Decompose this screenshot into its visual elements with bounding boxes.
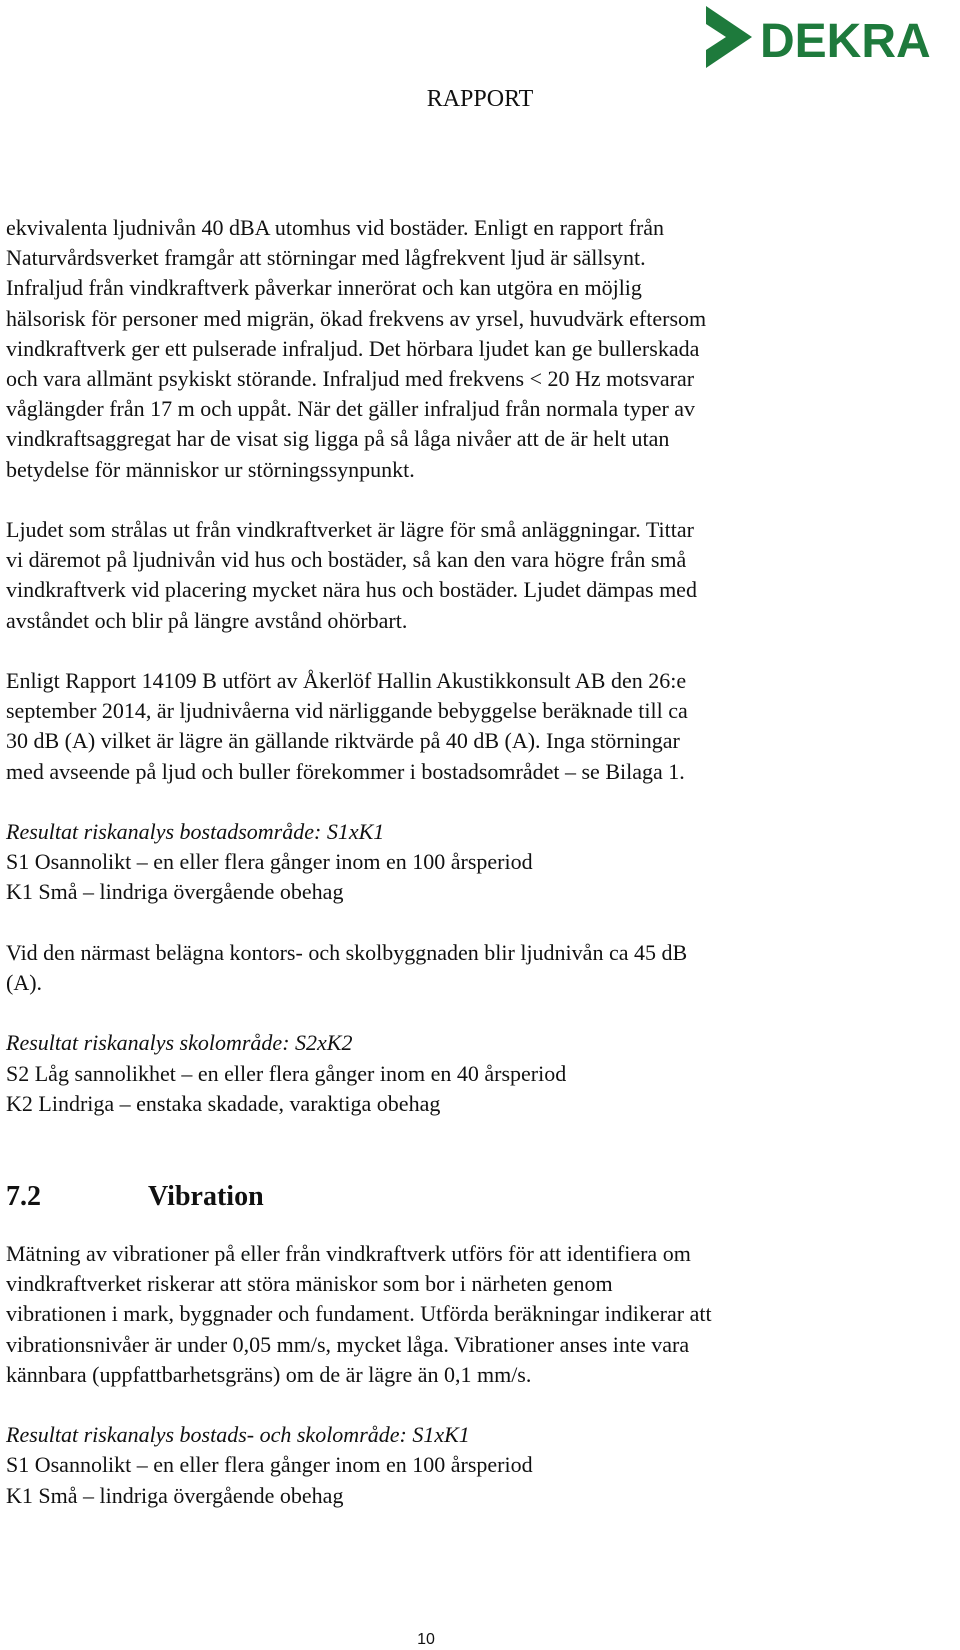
risk-analysis-residential bbox=[6, 817, 946, 908]
risk-consequence: K1 Små – lindriga övergående obehag bbox=[6, 1482, 344, 1508]
text-line: vindkraftverket riskerar att störa mäniskor som bor i närheten genom bbox=[6, 1271, 613, 1297]
text-line: vibrationsnivåer är under 0,05 mm/s, mycket låga. Vibrationer anses inte vara bbox=[6, 1331, 690, 1357]
text-line: Vid den närmast belägna kontors- och skolbyggnaden blir ljudnivån ca 45 dB bbox=[6, 939, 688, 965]
risk-title: Resultat riskanalys bostads- och skolområde: S1xK1 bbox=[6, 1422, 470, 1448]
text-line: Enligt Rapport 14109 B utfört av Åkerlöf Hallin Akustikkonsult AB den 26:e bbox=[6, 668, 687, 694]
text-line: kännbara (uppfattbarhetsgräns) om de är lägre än 0,1 mm/s. bbox=[6, 1361, 532, 1387]
section-title: Vibration bbox=[148, 1181, 264, 1213]
text-line: ekvivalenta ljudnivån 40 dBA utomhus vid bostäder. Enligt en rapport från bbox=[6, 215, 665, 240]
dekra-logo bbox=[706, 4, 956, 72]
risk-consequence: K1 Små – lindriga övergående obehag bbox=[6, 879, 344, 905]
text-line: Naturvårdsverket framgår att störningar med lågfrekvent ljud är sällsynt. bbox=[6, 245, 646, 271]
text-line: 30 dB (A) vilket är lägre än gällande riktvärde på 40 dB (A). Inga störningar bbox=[6, 728, 680, 754]
paragraph-office-school bbox=[6, 938, 946, 998]
section-number: 7.2 bbox=[6, 1181, 41, 1213]
paragraph-small-plants bbox=[6, 515, 946, 636]
text-line: vindkraftsaggregat har de visat sig ligga på så låga nivåer att de är helt utan bbox=[6, 426, 670, 452]
risk-probability: S1 Osannolikt – en eller flera gånger inom en 100 årsperiod bbox=[6, 849, 533, 875]
text-line: med avseende på ljud och buller förekommer i bostadsområdet – se Bilaga 1. bbox=[6, 758, 685, 784]
dekra-logo-text: DEKRA bbox=[760, 15, 931, 68]
text-line: hälsorisk för personer med migrän, ökad frekvens av yrsel, huvudvärk eftersom bbox=[6, 305, 707, 331]
text-line: vibrationen i mark, byggnader och fundament. Utförda beräkningar indikerar att bbox=[6, 1301, 712, 1327]
risk-probability: S1 Osannolikt – en eller flera gånger inom en 100 årsperiod bbox=[6, 1452, 533, 1478]
risk-analysis-vibration bbox=[6, 1420, 946, 1511]
risk-probability: S2 Låg sannolikhet – en eller flera gånger inom en 40 årsperiod bbox=[6, 1060, 567, 1086]
text-line: vi däremot på ljudnivån vid hus och bostäder, så kan den vara högre från små bbox=[6, 547, 687, 573]
page-number: 10 bbox=[417, 1631, 435, 1648]
paragraph-infrasound bbox=[6, 213, 946, 485]
risk-consequence: K2 Lindriga – enstaka skadade, varaktiga obehag bbox=[6, 1090, 441, 1116]
section-heading bbox=[6, 1179, 946, 1215]
document-body bbox=[6, 213, 946, 1511]
text-line: vindkraftverk vid placering mycket nära hus och bostäder. Ljudet dämpas med bbox=[6, 577, 697, 603]
text-line: och vara allmänt psykiskt störande. Infraljud med frekvens < 20 Hz motsvarar bbox=[6, 366, 695, 392]
text-line: september 2014, är ljudnivåerna vid närliggande bebyggelse beräknade till ca bbox=[6, 698, 688, 724]
text-line: Mätning av vibrationer på eller från vindkraftverk utförs för att identifiera om bbox=[6, 1241, 691, 1267]
text-line: våglängder från 17 m och uppåt. När det gäller infraljud från normala typer av bbox=[6, 396, 696, 422]
text-line: Ljudet som strålas ut från vindkraftverket är lägre för små anläggningar. Tittar bbox=[6, 517, 694, 543]
text-line: betydelse för människor ur störningssynpunkt. bbox=[6, 456, 415, 482]
paragraph-vibration bbox=[6, 1239, 946, 1390]
risk-analysis-school bbox=[6, 1028, 946, 1119]
text-line: Infraljud från vindkraftverk påverkar innerörat och kan utgöra en möjlig bbox=[6, 275, 642, 301]
paragraph-report-reference bbox=[6, 666, 946, 787]
report-title: RAPPORT bbox=[426, 86, 534, 112]
dekra-logo-mark bbox=[706, 6, 752, 68]
risk-title: Resultat riskanalys bostadsområde: S1xK1 bbox=[6, 819, 385, 845]
text-line: avståndet och blir på längre avstånd ohörbart. bbox=[6, 607, 408, 633]
risk-title: Resultat riskanalys skolområde: S2xK2 bbox=[6, 1030, 353, 1056]
text-line: (A). bbox=[6, 970, 43, 996]
text-line: vindkraftverk ger ett pulserade infraljud. Det hörbara ljudet kan ge bullerskada bbox=[6, 335, 700, 361]
